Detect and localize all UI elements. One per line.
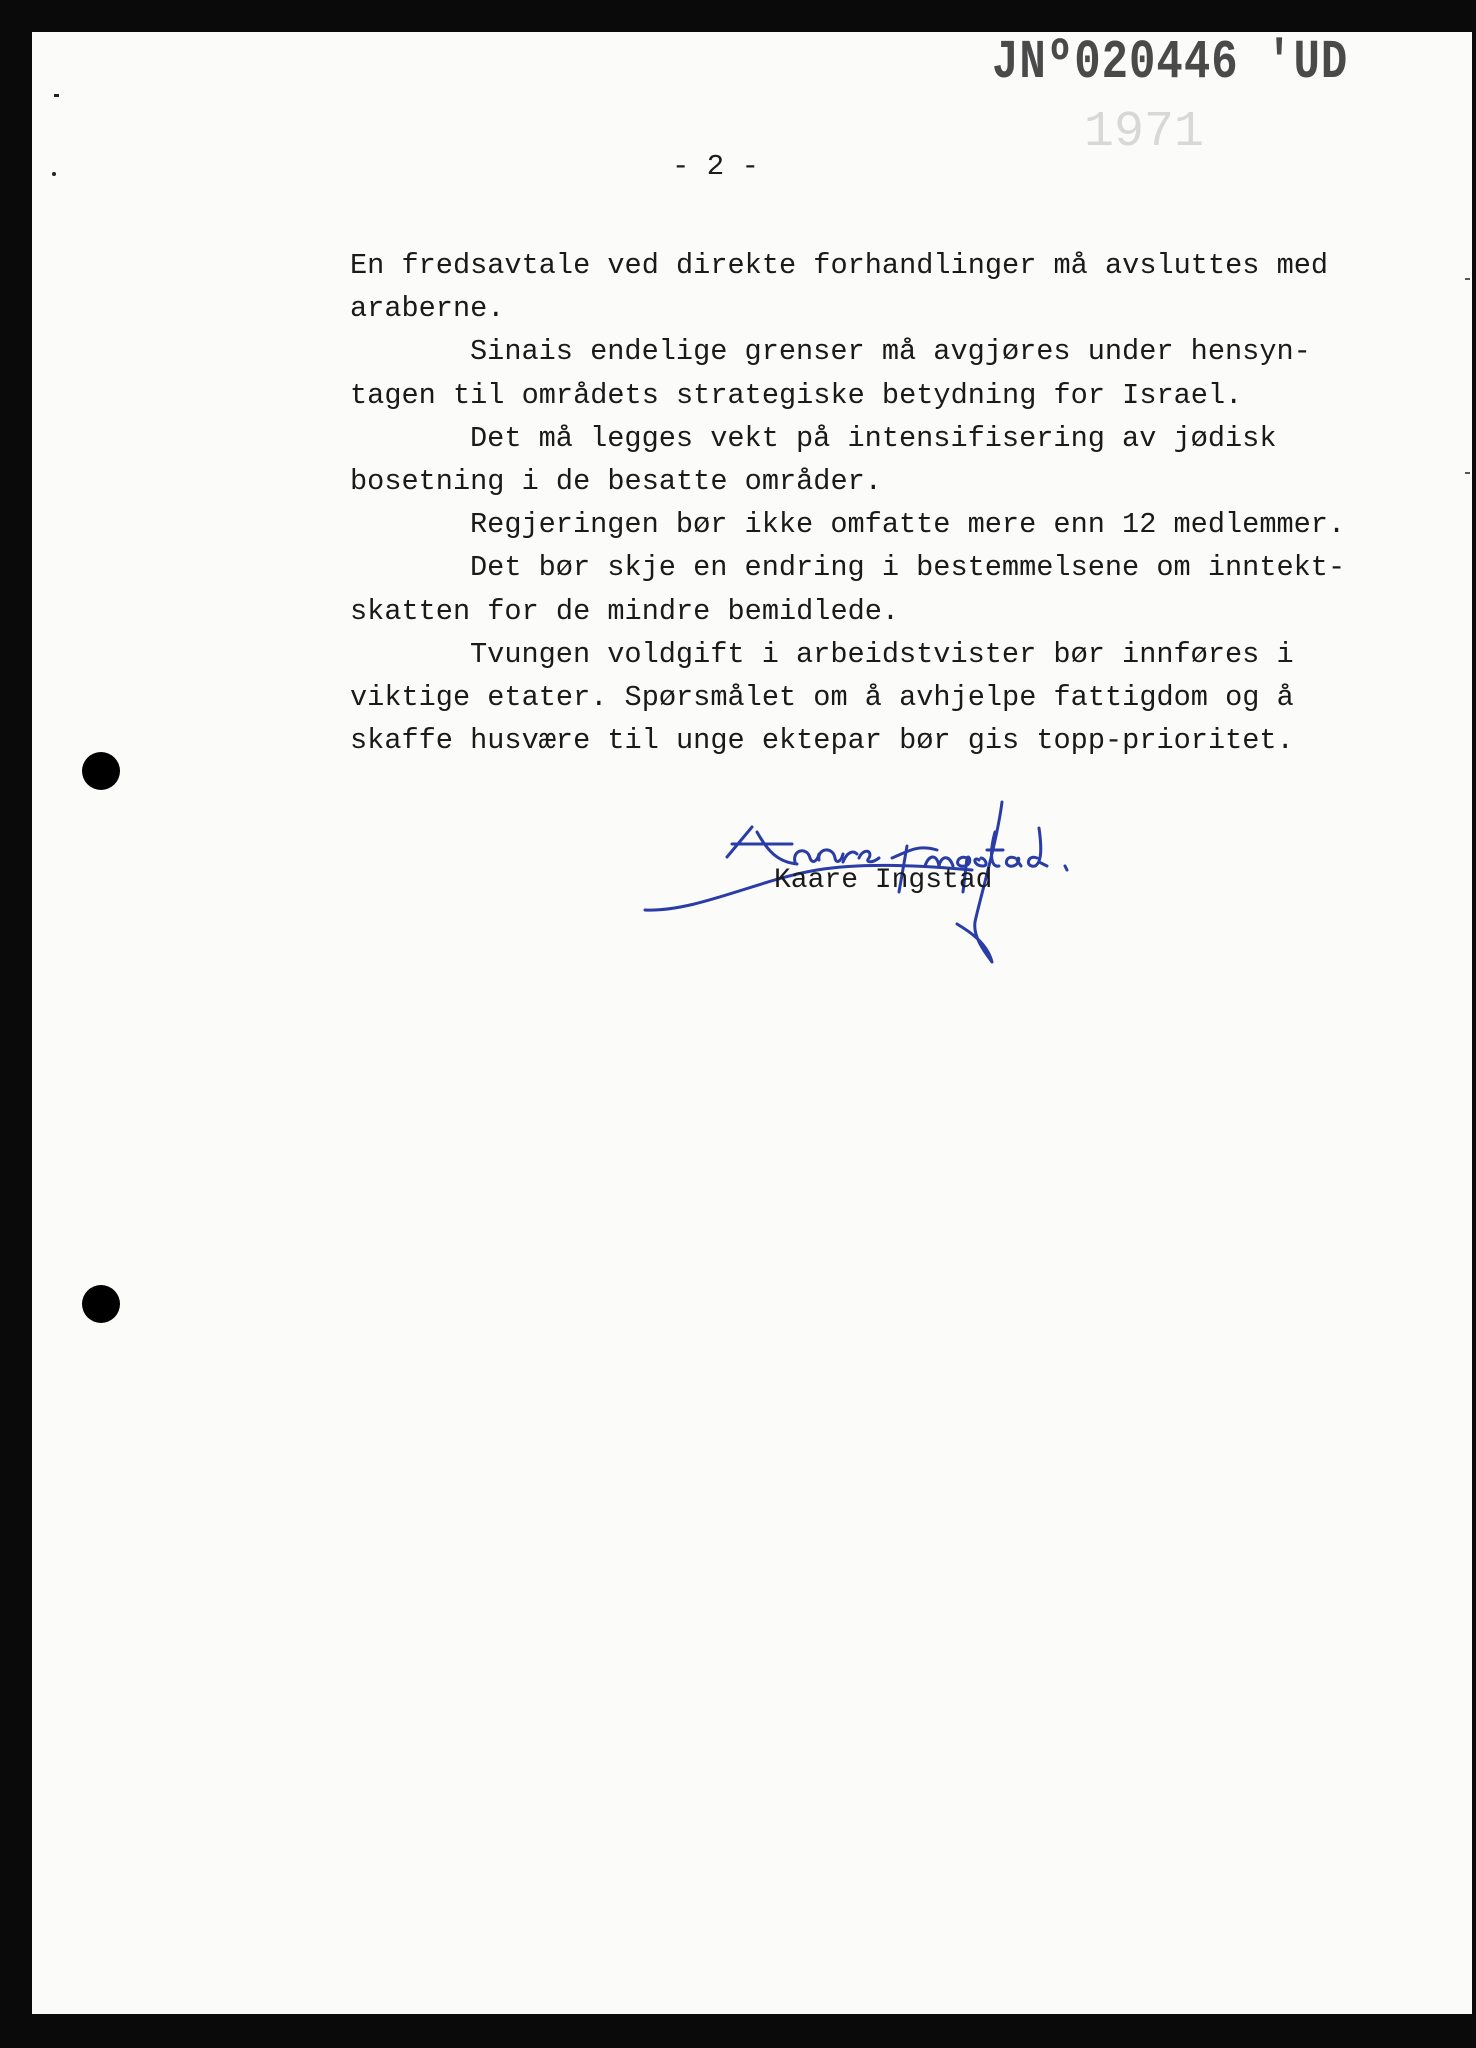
body-line: viktige etater. Spørsmålet om å avhjelpe fattigdom og å [350, 681, 1294, 715]
document-page [32, 32, 1472, 2014]
journal-number-stamp: JNº020446 'UD [992, 32, 1349, 95]
punch-hole [82, 1285, 120, 1323]
body-line: skaffe husvære til unge ektepar bør gis topp-prioritet. [350, 724, 1294, 758]
signer-name: Kaare Ingstad [774, 865, 993, 896]
body-line: Regjeringen bør ikke omfatte mere enn 12 medlemmer. [470, 508, 1346, 542]
body-line: bosetning i de besatte områder. [350, 465, 882, 499]
body-line: araberne. [350, 292, 505, 326]
body-line: Tvungen voldgift i arbeidstvister bør innføres i [470, 637, 1294, 671]
letter-body [350, 244, 1430, 762]
edge-mark [1465, 472, 1470, 474]
body-line: Det må legges vekt på intensifisering av jødisk [470, 421, 1277, 455]
stamp-year: 1971 [1084, 104, 1205, 161]
body-line: skatten for de mindre bemidlede. [350, 594, 900, 628]
edge-mark [1465, 278, 1470, 280]
margin-mark [52, 172, 56, 176]
body-line: Det bør skje en endring i bestemmelsene om inntekt- [470, 551, 1346, 585]
body-line: Sinais endelige grenser må avgjøres under hensyn- [470, 335, 1311, 369]
page-number: - 2 - [672, 150, 760, 183]
margin-mark [54, 94, 59, 97]
body-line: tagen til områdets strategiske betydning for Israel. [350, 378, 1243, 412]
body-line: En fredsavtale ved direkte forhandlinger må avsluttes med [350, 249, 1329, 282]
punch-hole [82, 752, 120, 790]
